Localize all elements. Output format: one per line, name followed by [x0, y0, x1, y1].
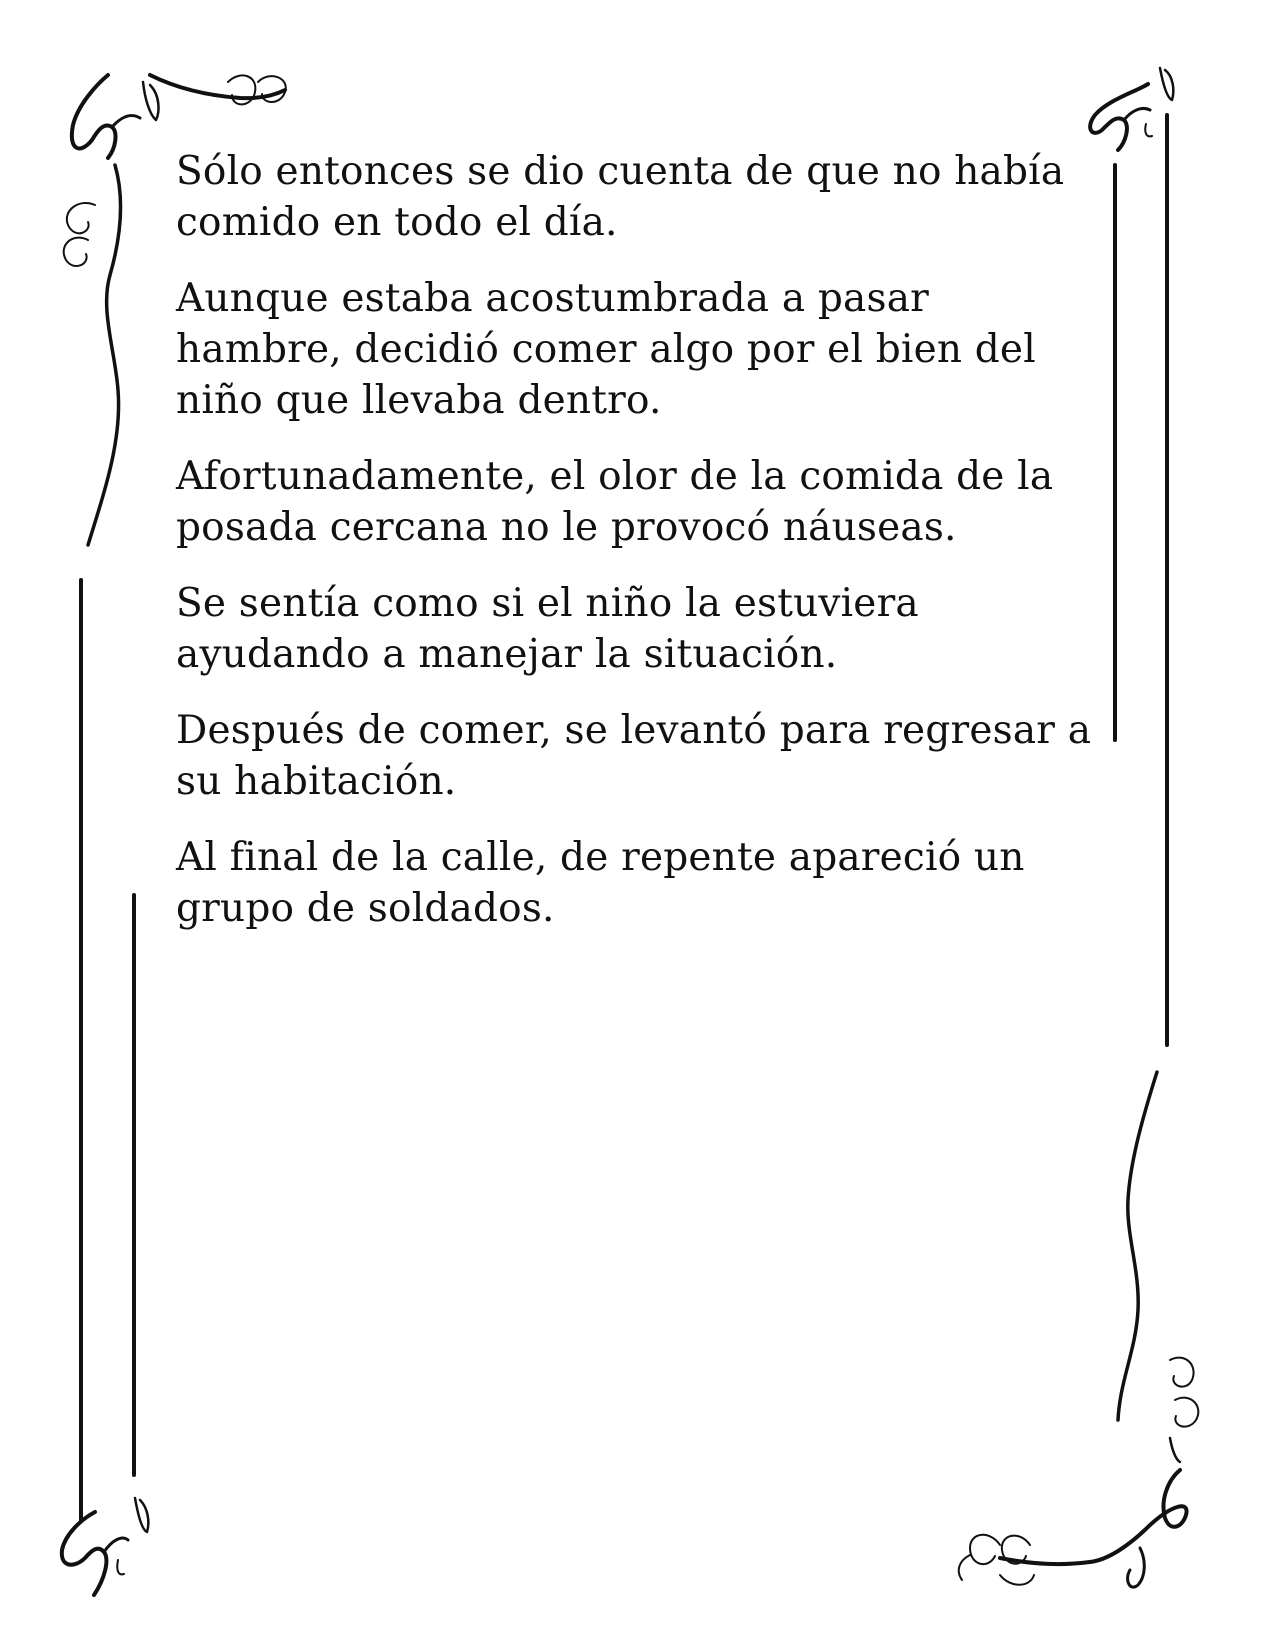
paragraph-4: Se sentía como si el niño la estuviera ayudando a manejar la situación. — [176, 581, 919, 677]
paragraph-1: Sólo entonces se dio cuenta de que no había comido en todo el día. — [176, 149, 1065, 245]
paragraph-3: Afortunadamente, el olor de la comida de la posada cercana no le provocó náuseas. — [176, 454, 1054, 550]
flourish-bottom-right-icon — [959, 1072, 1199, 1587]
flourish-bottom-left-icon — [62, 1498, 149, 1595]
paragraph-6: Al final de la calle, de repente apareció un grupo de soldados. — [176, 835, 1025, 931]
paragraph-2: Aunque estaba acostumbrada a pasar hambre, decidió comer algo por el bien del niño que llevaba dentro. — [176, 276, 1036, 423]
paragraph-5: Después de comer, se levantó para regresar a su habitación. — [176, 708, 1092, 804]
document-body — [176, 146, 1106, 959]
flourish-top-right-icon — [1090, 68, 1173, 150]
